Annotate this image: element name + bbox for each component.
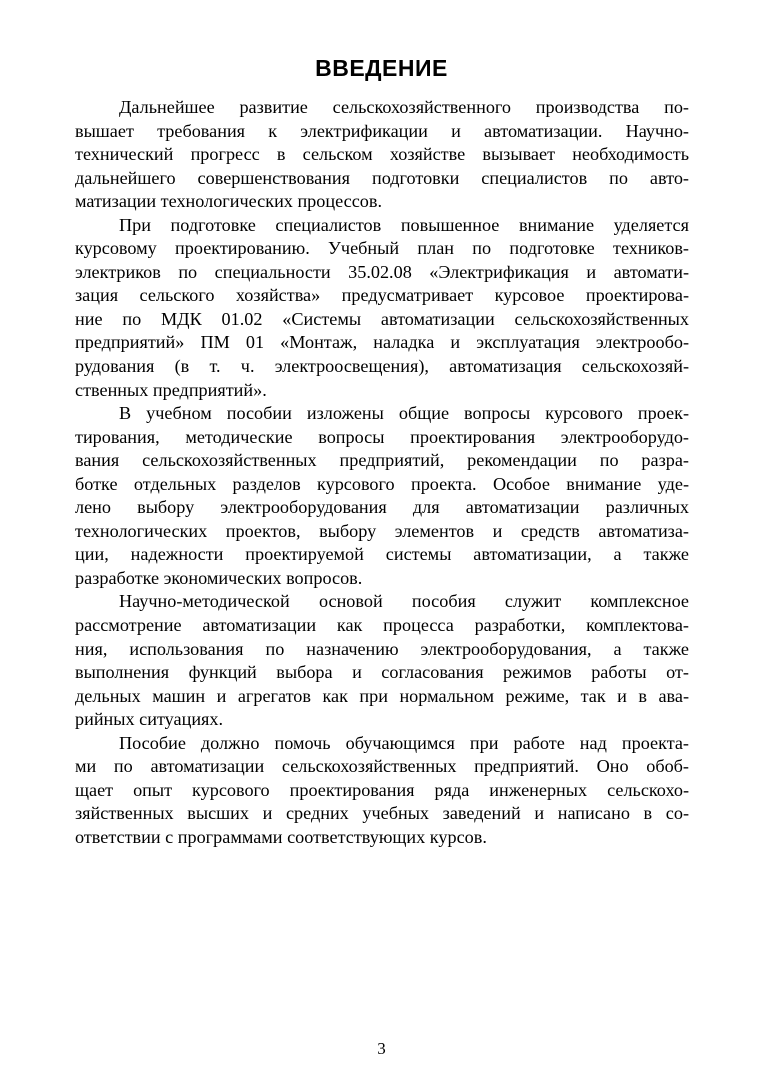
text-line: дальнейшего совершенствования подготовки специалистов по авто- [75,167,689,188]
paragraph [75,732,689,850]
text-line: В учебном пособии изложены общие вопросы курсового проек- [119,403,689,424]
text-line: ботке отдельных разделов курсового проекта. Особое внимание уде- [75,473,689,494]
text-line: рудования (в т. ч. электроосвещения), автоматизация сельскохозяй- [75,356,689,377]
text-line: электриков по специальности 35.02.08 «Электрификация и автомати- [75,261,689,282]
body-text [75,96,689,850]
paragraph [75,214,689,402]
text-line: ми по автоматизации сельскохозяйственных предприятий. Оно обоб- [75,756,689,777]
text-line: ние по МДК 01.02 «Системы автоматизации сельскохозяйственных [75,308,689,329]
text-line: щает опыт курсового проектирования ряда инженерных сельскохо- [75,779,689,800]
text-line: зяйственных высших и средних учебных заведений и написано в со- [75,803,689,824]
paragraph [75,590,689,731]
text-line: курсовому проектированию. Учебный план по подготовке техников- [75,238,689,259]
page-title: ВВЕДЕНИЕ [315,55,448,81]
text-line: технологических проектов, выбору элементов и средств автоматиза- [75,520,689,541]
text-line: выполнения функций выбора и согласования режимов работы от- [75,662,689,683]
text-line: вышает требования к электрификации и автоматизации. Научно- [75,120,689,141]
text-line: матизации технологических процессов. [75,191,383,212]
text-line: рассмотрение автоматизации как процесса разработки, комплектова- [75,615,689,636]
text-line: Научно-методической основой пособия служит комплексное [119,591,689,612]
text-line: рийных ситуациях. [75,709,224,730]
paragraph [75,402,689,590]
text-line: дельных машин и агрегатов как при нормальном режиме, так и в ава- [75,685,689,706]
text-line: вания сельскохозяйственных предприятий, рекомендации по разра- [75,450,689,471]
text-line: разработке экономических вопросов. [75,567,363,588]
text-line: ции, надежности проектируемой системы автоматизации, а также [75,544,689,565]
text-line: зация сельского хозяйства» предусматривает курсовое проектирова- [75,285,689,306]
text-line: При подготовке специалистов повышенное внимание уделяется [119,214,689,235]
text-line: ственных предприятий». [75,379,267,400]
text-line: тирования, методические вопросы проектирования электрооборудо- [75,426,689,447]
text-line: ответствии с программами соответствующих курсов. [75,826,487,847]
text-line: Дальнейшее развитие сельскохозяйственного производства по- [119,97,689,117]
text-line: ния, использования по назначению электрооборудования, а также [75,638,689,659]
text-line: лено выбору электрооборудования для автоматизации различных [75,497,689,518]
text-line: Пособие должно помочь обучающимся при работе над проекта- [119,732,689,753]
page-number: 3 [377,1039,386,1058]
paragraph [75,96,689,214]
text-line: предприятий» ПМ 01 «Монтаж, наладка и эксплуатация электрообо- [75,332,689,353]
text-line: технический прогресс в сельском хозяйстве вызывает необходимость [75,144,689,165]
